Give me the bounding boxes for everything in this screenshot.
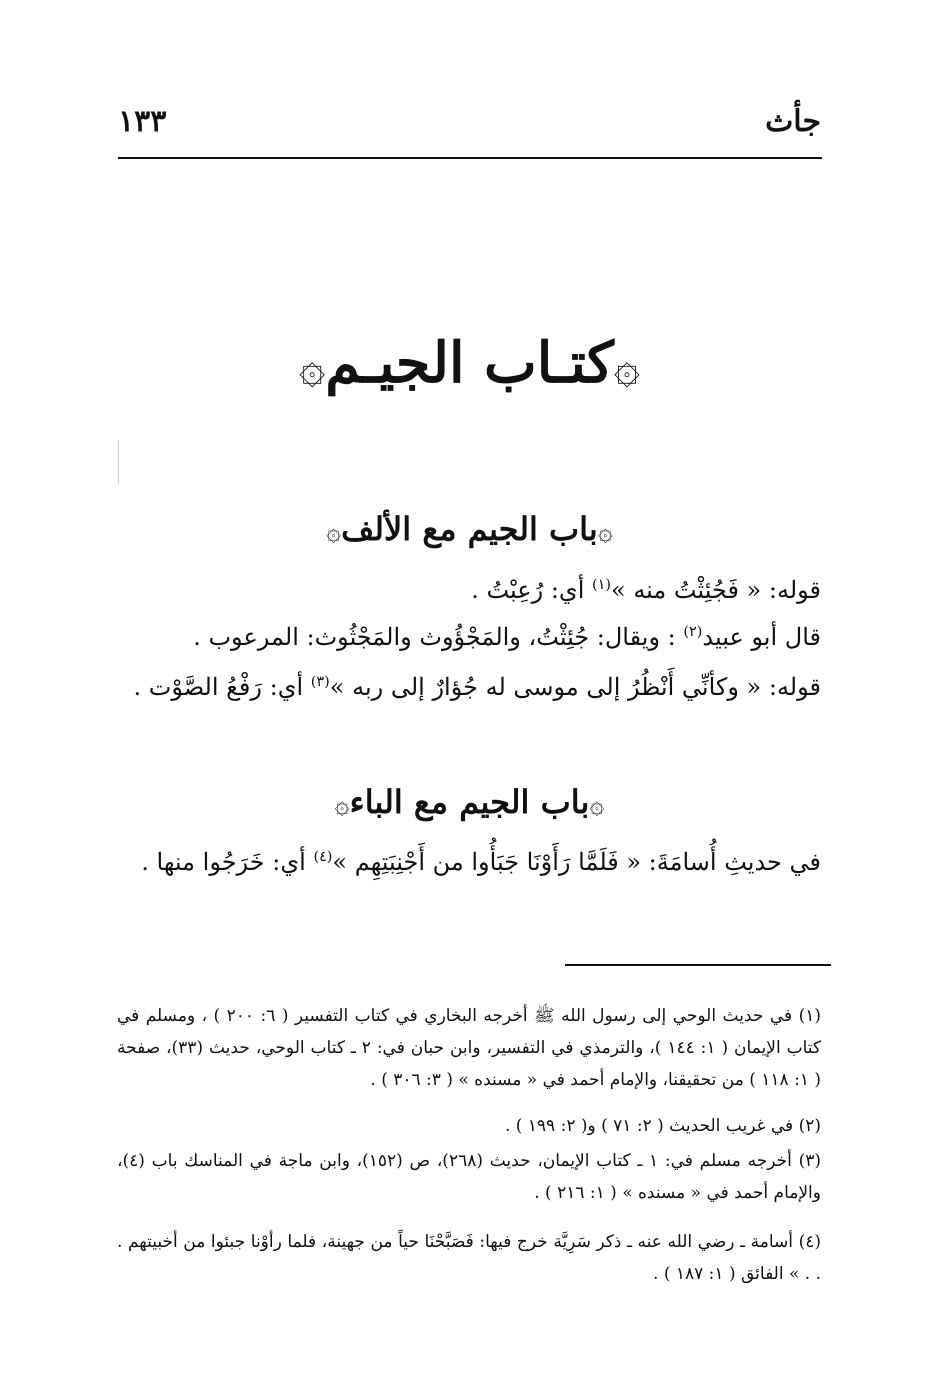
book-title	[0, 330, 939, 396]
paragraph	[117, 835, 821, 889]
scan-artifact-line	[118, 440, 119, 484]
footnote-rule	[565, 964, 831, 966]
book-title-text: كتـاب الجيـم	[325, 330, 614, 396]
footnote: (١) في حديث الوحي إلى رسول الله ﷺ أخرجه البخاري في كتاب التفسير ( ٦: ٢٠٠ ) ، ومسلم في كتاب الإيمان ( ١: ١٤٤ )، والترمذي في التفسير، وابن حبان في: ٢ ـ كتاب الوحي، حديث (٣٣)، صفحة ( ١: ١١٨ ) من تحقيقنا، والإمام أحمد في « مسنده » ( ٣: ٣٠٦ ) .	[117, 1006, 821, 1090]
running-head: جأث	[765, 104, 821, 139]
paragraph-text: : ويقال: جُئِثْتُ، والمَجْؤُوث والمَجْثُوث: المرعوب .	[193, 623, 684, 651]
paragraph-text: قوله: « وكأنِّي أَنْظُرُ إلى موسى له جُؤارٌ إلى ربه »	[329, 673, 821, 701]
ornament-icon: ۞	[613, 340, 641, 393]
ornament-icon: ۞	[597, 517, 613, 547]
section-title-alif	[0, 510, 939, 548]
footnote-ref: (٣)	[310, 674, 330, 690]
footnote-ref: (٤)	[313, 849, 333, 865]
section-title-text: باب الجيم مع الألف	[341, 510, 598, 548]
footnote: (٤) أسامة ـ رضي الله عنه ـ ذكر سَرِيَّة خرج فيها: فَصَبَّحْنَا حياً من جهينة، فلما رأوْنا جبئوا من أخبيتهم . . . » الفائق ( ١: ١٨٧ ) .	[117, 1232, 821, 1284]
ornament-icon: ۞	[589, 790, 605, 820]
ornament-icon: ۞	[326, 517, 342, 547]
paragraph	[117, 660, 821, 714]
paragraph-text: قال أبو عبيد	[702, 623, 821, 651]
paragraph-text: أي: رُعِبْتُ .	[471, 576, 593, 604]
paragraph	[117, 610, 821, 664]
header-rule	[118, 157, 822, 159]
footnote: (٣) أخرجه مسلم في: ١ ـ كتاب الإيمان، حديث (٢٦٨)، ص (١٥٢)، وابن ماجة في المناسك باب (٤)، والإمام أحمد في « مسنده » ( ١: ٢١٦ ) .	[117, 1151, 821, 1203]
footnote: (٢) في غريب الحديث ( ٢: ٧١ ) و( ٢: ١٩٩ ) .	[504, 1116, 821, 1136]
paragraph	[117, 563, 821, 617]
page-number: ١٣٣	[118, 104, 167, 139]
paragraph-text: في حديثِ أُسامَةَ: « فَلَمَّا رَأَوْنَا جَبَأُوا من أَجْنِبَتِهِم »	[332, 848, 821, 876]
footnote-ref: (٢)	[683, 624, 703, 640]
paragraph-text: أي: خَرَجُوا منها .	[141, 848, 314, 876]
ornament-icon: ۞	[298, 340, 326, 393]
paragraph-text: أي: رَفْعُ الصَّوْت .	[133, 673, 311, 701]
ornament-icon: ۞	[334, 790, 350, 820]
paragraph-text: قوله: « فَجُئِثْتُ منه »	[611, 576, 821, 604]
footnote-ref: (١)	[592, 577, 611, 593]
section-title-text: باب الجيم مع الباء	[349, 783, 590, 821]
section-title-ba	[0, 783, 939, 821]
